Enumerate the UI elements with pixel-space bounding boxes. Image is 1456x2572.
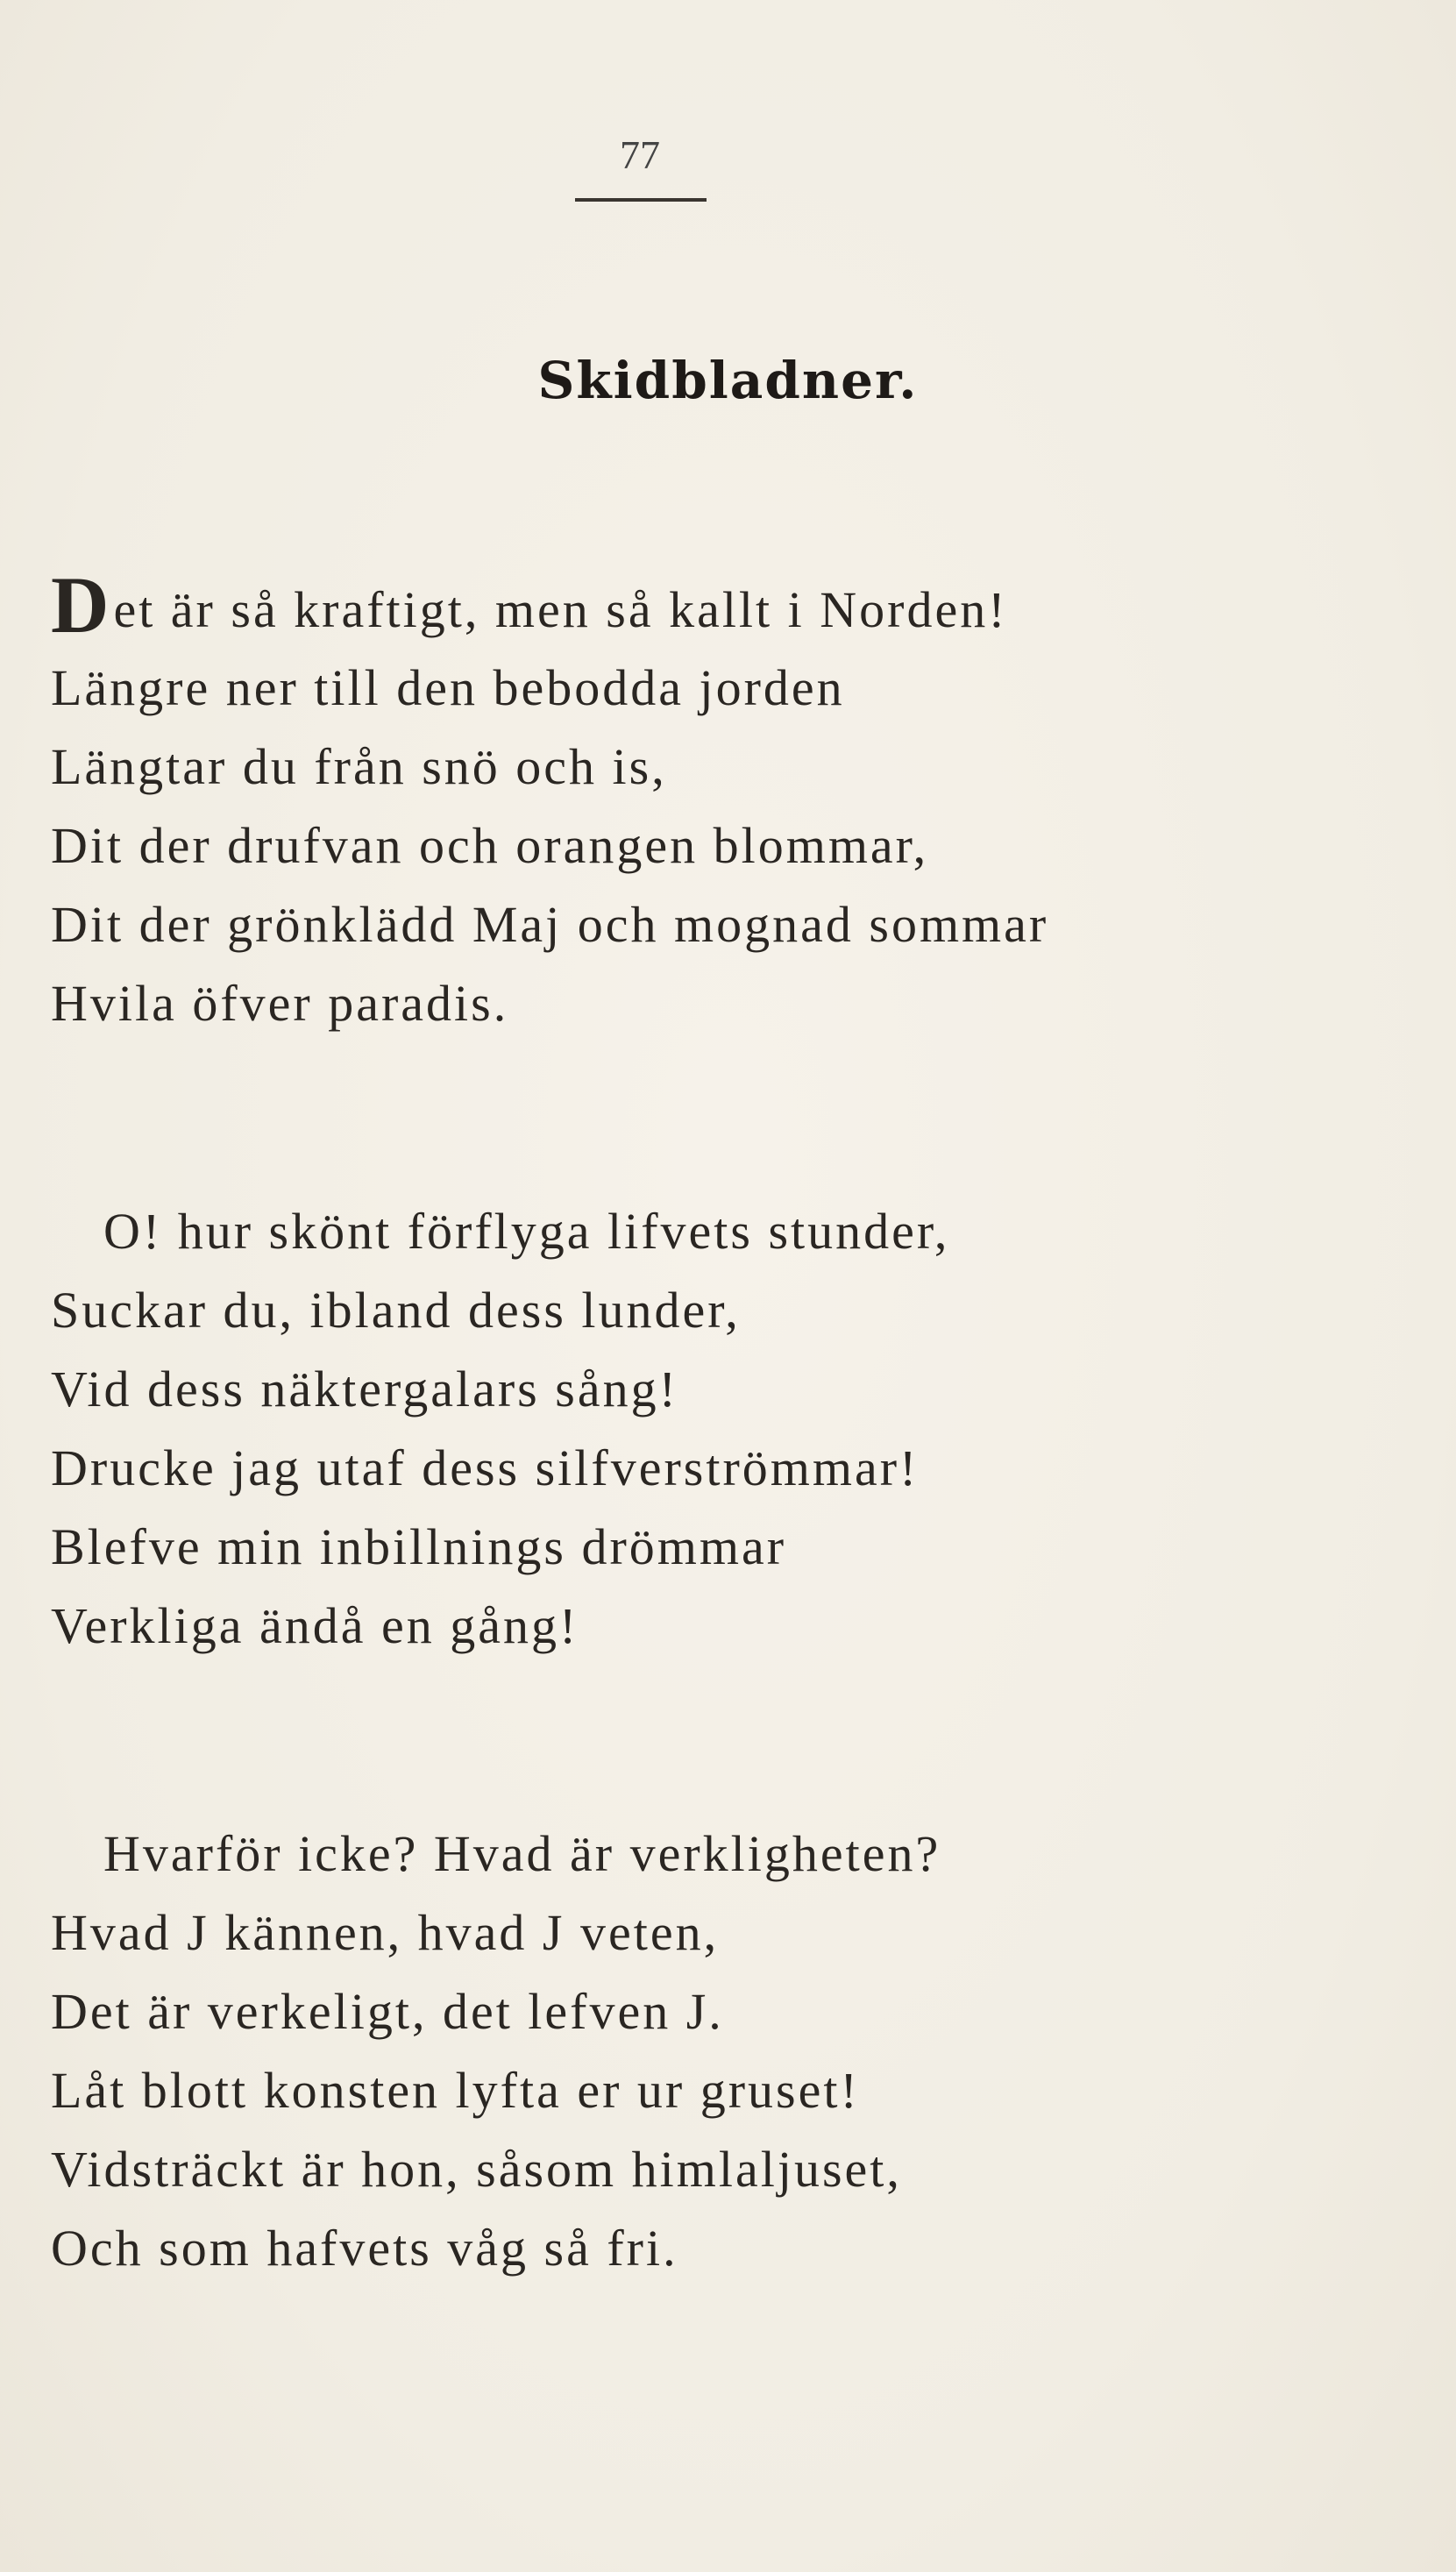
poem-line: Det är verkeligt, det lefven J. — [51, 1983, 724, 2040]
poem-line: Längtar du från snö och is, — [51, 738, 667, 795]
drop-cap: D — [51, 560, 112, 650]
stanza-1 — [51, 560, 1418, 1043]
poem-line: Hvila öfver paradis. — [51, 975, 509, 1032]
poem-line: Drucke jag utaf dess silfverströmmar! — [51, 1439, 920, 1496]
header-rule — [575, 198, 707, 202]
poem-line: Vidsträckt är hon, såsom himlaljuset, — [51, 2141, 902, 2198]
poem-line: Blefve min inbillnings drömmar — [51, 1518, 787, 1575]
poem-line: Vid dess näktergalars sång! — [51, 1361, 678, 1417]
poem-line: Dit der grönklädd Maj och mognad sommar — [51, 896, 1049, 953]
poem-line: Hvad J kännen, hvad J veten, — [51, 1904, 720, 1961]
poem-title: Skidbladner. — [537, 351, 919, 410]
poem-line: Suckar du, ibland dess lunder, — [51, 1282, 741, 1339]
poem-line: O! hur skönt förflyga lifvets stunder, — [103, 1203, 950, 1260]
poem-line-text: et är så kraftigt, men så kallt i Norden! — [113, 581, 1008, 638]
stanza-2 — [51, 1192, 1418, 1666]
stanza-3 — [51, 1815, 1418, 2288]
poem-line: Hvarför icke? Hvad är verkligheten? — [103, 1825, 941, 1882]
poem-line: Verkliga ändå en gång! — [51, 1597, 579, 1654]
poem-line — [51, 560, 1418, 650]
poem-line: Längre ner till den bebodda jorden — [51, 659, 845, 716]
poem-line: Och som hafvets våg så fri. — [51, 2220, 678, 2277]
page-number: 77 — [620, 132, 660, 177]
poem-line: Dit der drufvan och orangen blommar, — [51, 817, 929, 874]
poem-line: Låt blott konsten lyfta er ur gruset! — [51, 2062, 860, 2119]
